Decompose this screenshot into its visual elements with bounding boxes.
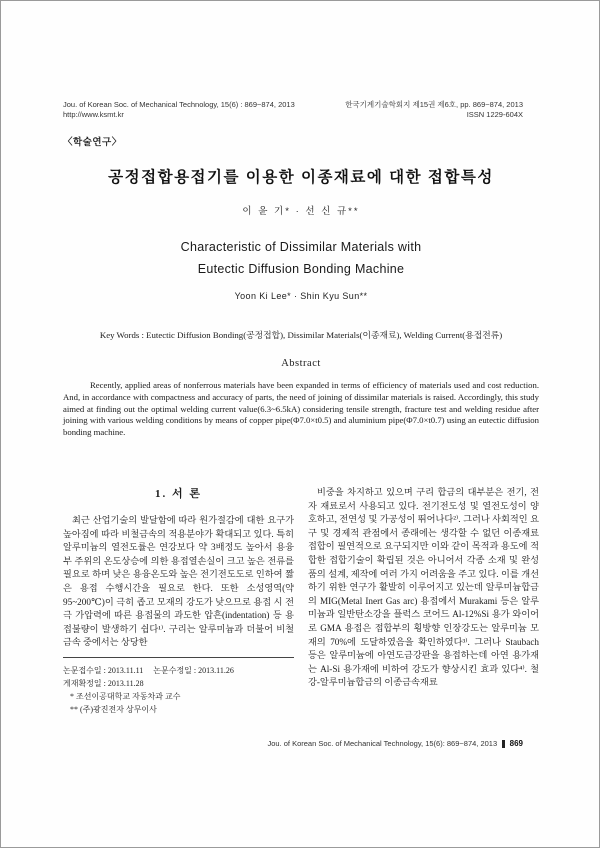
paper-title-korean: 공정접합용접기를 이용한 이종재료에 대한 접합특성 [108,169,494,186]
section-1-paragraph-right: 비중을 차지하고 있으며 구리 합금의 대부분은 전기, 전자 재료로서 사용되고 있다. 전기전도성 및 열전도성이 양호하고, 전연성 및 가공성이 뛰어나다²⁾. 그러나 사회적인 요구 및 경제적 관점에서 종래에는 생각할 수 없던 이종재료 접합이 필연적으로 요구되지만 이와 같이 목적과 용도에 적합한 접합기술이 확립된 것은 아니어서 각종 소재 및 완성품의 설계, 제작에 여러 가지 어려움을 주고 있다. 이를 개선하기 위한 연구가 활발히 이루어지고 있는데 알루미늄합금의 MIG(Metal Inert Gas arc) 용접에서 Murakami 등은 알루미늄과 일반탄소강을 플럭스 코어드 Al-12%Si 용가 와이어로 GMA 용접은 접합부의 횡방향 인장강도는 알루미늄 모재의 70%에 도달하였음을 확인하였다³⁾. 그러나 Staubach 등은 알루미늄에 아연도금강판을 용접하는데 아연 용가재는 Al-Si 용가재에 비하여 강도가 향상시킨 효과 있다⁴⁾. 철강-알루미늄합금의 이종금속재료 [308,487,539,688]
right-column [308,485,539,716]
footer-separator-bar [502,740,505,748]
section-1-heading: 1. 서 론 [154,488,202,500]
paper-title-english-line2: Eutectic Diffusion Bonding Machine [197,261,405,276]
abstract-body: Recently, applied areas of nonferrous materials have been expanded in terms of efficiency of materials used and cost reduction. And, in accordance with compactness and accuracy of parts, the need of joining of dissimilar materials is raised. Accordingly, this study aimed at finding out the optimal welding current value(6.3~6.5kA) considering tensile strength, fracture test and welding residue after joining with various welding conditions by means of copper pipe(Φ7.0×t0.5) and aluminium pipe(Φ7.0×t0.7) using an eutectic diffusion bonding machine. [63,380,539,438]
footer-citation: Jou. of Korean Soc. of Mechanical Technology, 15(6): 869~874, 2013 [267,739,498,748]
journal-citation-top: Jou. of Korean Soc. of Mechanical Technology, 15(6) : 869~874, 2013 [63,100,295,109]
abstract-heading: Abstract [281,358,321,369]
footnote-dates-received: 논문접수일 : 2013.11.11 논문수정일 : 2013.11.26 [63,665,234,675]
journal-issn: ISSN 1229-604X [466,110,523,119]
left-column [63,485,294,716]
page-footer [63,739,539,748]
footnote-block [63,657,294,716]
journal-header-left [63,100,295,120]
journal-header [63,100,539,120]
journal-url-link[interactable]: http://www.ksmt.kr [63,110,124,119]
authors-korean: 이 윤 기* · 선 신 규** [242,206,360,217]
paper-title-english-line1: Characteristic of Dissimilar Materials with [180,240,422,254]
body-columns [63,485,539,716]
footnote-affiliation-2: ** (주)광진전자 상무이사 [70,704,157,714]
section-1-paragraph-left: 최근 산업기술의 발달함에 따라 원가절감에 대한 요구가 높아짐에 따라 비철금속의 적용분야가 확대되고 있다. 특히 알루미늄의 열전도률은 연강보다 약 3배정도 높아서 용융부 주위의 온도상승에 의한 용접열손실이 크고 높은 전류를 필요로 하며 낮은 용융온도와 높은 전기전도도로 인하여 짧은 용접 수행시간을 필요로 한다. 또한 소성영역(약 95~200℃)이 극히 좁고 모재의 강도가 낮으므로 용접 시 전극 가압력에 따른 용접물의 과도한 압흔(indentation) 등 용접불량이 발생하기 쉽다¹⁾. 구리는 알루미늄과 더불어 비철금속 중에서는 상당한 [63,515,294,648]
journal-header-right [345,100,539,120]
paper-title-english [63,237,539,280]
footnote-date-accepted: 게재확정일 : 2013.11.28 [63,678,144,688]
footnote-affiliation-1: * 조선이공대학교 자동차과 교수 [70,691,181,701]
keywords-line: Key Words : Eutectic Diffusion Bonding(공정접합), Dissimilar Materials(이종재료), Welding Current(용접전류) [99,330,503,340]
article-type-label: 〈학술연구〉 [63,137,122,148]
authors-english: Yoon Ki Lee* · Shin Kyu Sun** [234,291,368,301]
footer-page-number: 869 [509,739,523,748]
journal-citation-ko: 한국기계기술학회지 제15권 제6호, pp. 869~874, 2013 [345,100,523,109]
